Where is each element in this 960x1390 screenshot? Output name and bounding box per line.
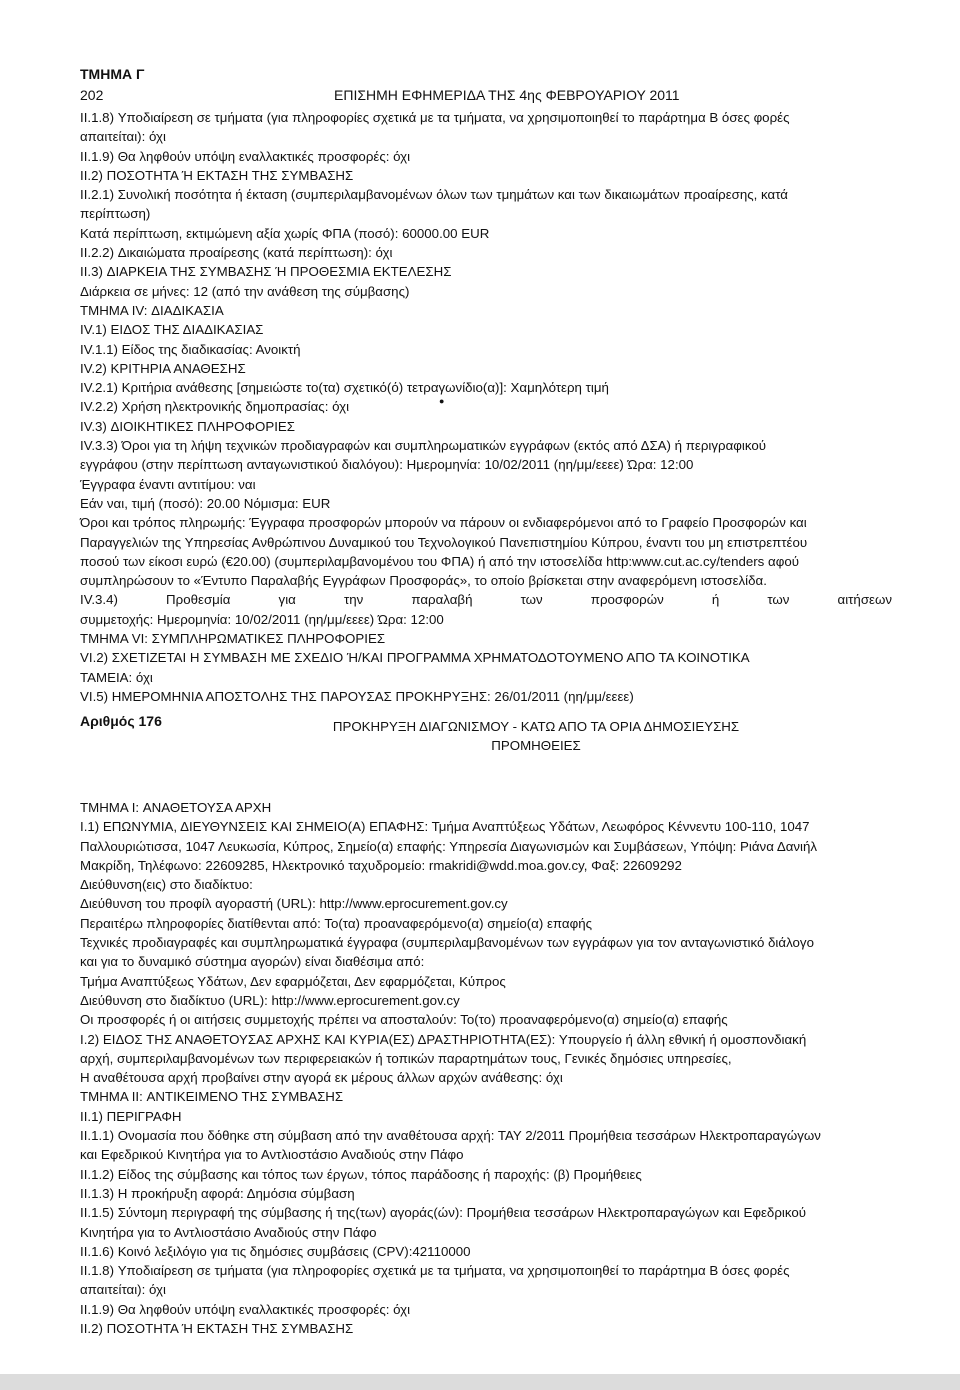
- text-line: ΤΜΗΜΑ II: ΑΝΤΙΚΕΙΜΕΝΟ ΤΗΣ ΣΥΜΒΑΣΗΣ: [80, 1089, 344, 1105]
- notice-title-line: ΠΡΟΚΗΡΥΞΗ ΔΙΑΓΩΝΙΣΜΟΥ - ΚΑΤΩ ΑΠΟ ΤΑ ΟΡΙΑ ΔΗΜΟΣΙΕΥΣΗΣ: [332, 719, 740, 734]
- text-line: εγγράφου (στην περίπτωση ανταγωνιστικού διαλόγου): Ημερομηνία: 10/02/2011 (ηη/μμ/εεεε) Ώρα: 12:00: [80, 457, 694, 473]
- notice-176-body: [80, 798, 892, 1338]
- text-line: II.1.6) Κοινό λεξιλόγιο για τις δημόσιες συμβάσεις (CPV):42110000: [80, 1243, 471, 1259]
- text-line: II.1) ΠΕΡΙΓΡΑΦΗ: [80, 1108, 182, 1124]
- text-line: II.2) ΠΟΣΟΤΗΤΑ Ή ΕΚΤΑΣΗ ΤΗΣ ΣΥΜΒΑΣΗΣ: [80, 1321, 354, 1337]
- text-line: Παλλουριώτισσα, 1047 Λευκωσία, Κύπρος, Σημείο(α) επαφής: Υπηρεσία Διαγωνισμών και Συμβάσεων, Υπόψη: Ριάνα Δανιήλ: [80, 838, 818, 854]
- page-number: 202: [80, 87, 104, 103]
- text-line: ΤΑΜΕΙΑ: όχι: [80, 669, 153, 685]
- text-line: II.1.2) Είδος της σύμβασης και τόπος των έργων, τόπος παράδοσης ή παροχής: (β) Προμήθειες: [80, 1166, 642, 1182]
- text-line: Έγγραφα έναντι αντιτίμου: ναι: [80, 476, 256, 492]
- text-line: II.2) ΠΟΣΟΤΗΤΑ Ή ΕΚΤΑΣΗ ΤΗΣ ΣΥΜΒΑΣΗΣ: [80, 167, 354, 183]
- text-line: ΤΜΗΜΑ VI: ΣΥΜΠΛΗΡΩΜΑΤΙΚΕΣ ΠΛΗΡΟΦΟΡΙΕΣ: [80, 631, 386, 647]
- text-line: II.1.8) Υποδιαίρεση σε τμήματα (για πληροφορίες σχετικά με τα τμήματα, να χρησιμοποιηθεί το παράρτημα Β όσες φορές: [80, 110, 790, 125]
- text-line: IV.1) ΕΙΔΟΣ ΤΗΣ ΔΙΑΔΙΚΑΣΙΑΣ: [80, 322, 264, 338]
- text-line: Διεύθυνση στο διαδίκτυο (URL): http://www.eprocurement.gov.cy: [80, 992, 460, 1008]
- text-line: IV.2.2) Χρήση ηλεκτρονικής δημοπρασίας: όχι: [80, 399, 350, 415]
- text-line: II.2.2) Δικαιώματα προαίρεσης (κατά περίπτωση): όχι: [80, 245, 393, 261]
- text-line: αρχή, συμπεριλαμβανομένων των περιφερειακών ή τοπικών παραρτημάτων τους, Γενικές δημόσιες υπηρεσίες,: [80, 1050, 732, 1066]
- text-line: Η αναθέτουσα αρχή προβαίνει στην αγορά εκ μέρους άλλων αρχών ανάθεσης: όχι: [80, 1070, 563, 1086]
- text-line: II.1.1) Ονομασία που δόθηκε στη σύμβαση από την αναθέτουσα αρχή: ΤΑΥ 2/2011 Προμήθεια τεσσάρων Ηλεκτροπαραγώγων: [80, 1128, 821, 1144]
- scan-speck-icon: ●: [439, 396, 445, 406]
- scan-edge: [0, 1374, 960, 1390]
- text-line: Διάρκεια σε μήνες: 12 (από την ανάθεση της σύμβασης): [80, 283, 410, 299]
- text-line: II.1.8) Υποδιαίρεση σε τμήματα (για πληροφορίες σχετικά με τα τμήματα, να χρησιμοποιηθεί το παράρτημα Β όσες φορές: [80, 1263, 790, 1279]
- text-line: συμμετοχής: Ημερομηνία: 10/02/2011 (ηη/μμ/εεεε) Ώρα: 12:00: [80, 611, 444, 627]
- text-line: Οι προσφορές ή οι αιτήσεις συμμετοχής πρέπει να αποσταλούν: Το(το) προαναφερόμενο(α) σημείο(α) επαφής: [80, 1012, 728, 1028]
- text-line: Κινητήρα για το Αντλιοστάσιο Αναδιούς στην Πάφο: [80, 1224, 377, 1240]
- text-line: Μακρίδη, Τηλέφωνο: 22609285, Ηλεκτρονικό ταχυδρομείο: rmakridi@wdd.moa.gov.cy, Φαξ: 22609292: [80, 857, 682, 873]
- text-line: II.1.5) Σύντομη περιγραφή της σύμβασης ή της(των) αγοράς(ών): Προμήθεια τεσσάρων Ηλεκτροπαραγώγων και Εφεδρικού: [80, 1205, 806, 1221]
- text-line: IV.3) ΔΙΟΙΚΗΤΙΚΕΣ ΠΛΗΡΟΦΟΡΙΕΣ: [80, 418, 296, 434]
- text-line: IV.2) ΚΡΙΤΗΡΙΑ ΑΝΑΘΕΣΗΣ: [80, 360, 246, 376]
- notice-title: [180, 717, 892, 756]
- text-line: και Εφεδρικού Κινητήρα για το Αντλιοστάσιο Αναδιούς στην Πάφο: [80, 1147, 464, 1163]
- text-line: VI.5) ΗΜΕΡΟΜΗΝΙΑ ΑΠΟΣΤΟΛΗΣ ΤΗΣ ΠΑΡΟΥΣΑΣ ΠΡΟΚΗΡΥΞΗΣ: 26/01/2011 (ηη/μμ/εεεε): [80, 688, 634, 704]
- notice-number: Αριθμός 176: [80, 713, 162, 729]
- text-line: IV.1.1) Είδος της διαδικασίας: Ανοικτή: [80, 341, 301, 357]
- text-line: ΤΜΗΜΑ I: ΑΝΑΘΕΤΟΥΣΑ ΑΡΧΗ: [80, 800, 272, 815]
- text-line: II.2.1) Συνολική ποσότητα ή έκταση (συμπεριλαμβανομένων όλων των τμημάτων και των δικαιωμάτων προαίρεσης, κατά: [80, 187, 788, 203]
- text-line: VI.2) ΣΧΕΤΙΖΕΤΑΙ Η ΣΥΜΒΑΣΗ ΜΕ ΣΧΕΔΙΟ Ή/ΚΑΙ ΠΡΟΓΡΑΜΜΑ ΧΡΗΜΑΤΟΔΟΤΟΥΜΕΝΟ ΑΠΟ ΤΑ ΚΟΙΝΟΤΙΚΑ: [80, 650, 750, 666]
- text-line: ΤΜΗΜΑ IV: ΔΙΑΔΙΚΑΣΙΑ: [80, 302, 224, 318]
- text-line: IV.3.4) Προθεσμία για την παραλαβή των προσφορών ή των αιτήσεων: [80, 592, 892, 608]
- text-line: Τεχνικές προδιαγραφές και συμπληρωματικά έγγραφα (συμπεριλαμβανομένων των εγγράφων για τον ανταγωνιστικό διάλογο: [80, 935, 814, 951]
- text-line: I.2) ΕΙΔΟΣ ΤΗΣ ΑΝΑΘΕΤΟΥΣΑΣ ΑΡΧΗΣ ΚΑΙ ΚΥΡΙΑ(ΕΣ) ΔΡΑΣΤΗΡΙΟΤΗΤΑ(ΕΣ): Υπουργείο ή άλλη εθνική ή ομοσπονδιακή: [80, 1031, 807, 1047]
- notice-title-line: ΠΡΟΜΗΘΕΙΕΣ: [491, 738, 581, 754]
- text-line: Κατά περίπτωση, εκτιμώμενη αξία χωρίς ΦΠΑ (ποσό): 60000.00 EUR: [80, 225, 490, 241]
- section-label: ΤΜΗΜΑ Γ: [80, 66, 145, 82]
- text-line: Περαιτέρω πληροφορίες διατίθενται από: Το(τα) προαναφερόμενο(α) σημείο(α) επαφής: [80, 915, 593, 931]
- text-line: II.1.3) Η προκήρυξη αφορά: Δημόσια σύμβαση: [80, 1185, 355, 1201]
- text-line: απαιτείται): όχι: [80, 129, 166, 145]
- text-line: περίπτωση): [80, 206, 151, 222]
- text-line: Διεύθυνση του προφίλ αγοραστή (URL): http://www.eprocurement.gov.cy: [80, 896, 508, 912]
- text-line: απαιτείται): όχι: [80, 1282, 166, 1298]
- text-line: II.1.9) Θα ληφθούν υπόψη εναλλακτικές προσφορές: όχι: [80, 1301, 411, 1317]
- text-line: και για το δυναμικό σύστημα αγορών) είναι διαθέσιμα από:: [80, 954, 425, 970]
- text-line: Όροι και τρόπος πληρωμής: Έγγραφα προσφορών μπορούν να πάρουν οι ενδιαφερόμενοι από το Γραφείο Προσφορών και: [80, 515, 807, 531]
- text-line: Εάν ναι, τιμή (ποσό): 20.00 Νόμισμα: EUR: [80, 495, 331, 511]
- text-line: II.1.9) Θα ληφθούν υπόψη εναλλακτικές προσφορές: όχι: [80, 148, 411, 164]
- text-line: IV.3.3) Όροι για τη λήψη τεχνικών προδιαγραφών και συμπληρωματικών εγγράφων (εκτός από ΔΣΑ) ή περιγραφικού: [80, 438, 766, 454]
- gazette-title: ΕΠΙΣΗΜΗ ΕΦΗΜΕΡΙΔΑ ΤΗΣ 4ης ΦΕΒΡΟΥΑΡΙΟΥ 2011: [334, 87, 680, 103]
- text-line: IV.2.1) Κριτήρια ανάθεσης [σημειώστε το(τα) σχετικό(ό) τετραγωνίδιο(α)]: Χαμηλότερη τιμή: [80, 380, 609, 396]
- text-line: I.1) ΕΠΩΝΥΜΙΑ, ΔΙΕΥΘΥΝΣΕΙΣ ΚΑΙ ΣΗΜΕΙΟ(Α) ΕΠΑΦΗΣ: Τμήμα Αναπτύξεως Υδάτων, Λεωφόρος Κέννεντυ 100-110, 1047: [80, 819, 810, 835]
- text-line: Τμήμα Αναπτύξεως Υδάτων, Δεν εφαρμόζεται, Δεν εφαρμόζεται, Κύπρος: [80, 973, 506, 989]
- text-line: Διεύθυνση(εις) στο διαδίκτυο:: [80, 877, 253, 893]
- text-line: II.3) ΔΙΑΡΚΕΙΑ ΤΗΣ ΣΥΜΒΑΣΗΣ Ή ΠΡΟΘΕΣΜΙΑ ΕΚΤΕΛΕΣΗΣ: [80, 264, 452, 280]
- text-line: ποσού των είκοσι ευρώ (€20.00) (συμπεριλαμβανομένου του ΦΠΑ) ή από την ιστοσελίδα http:www.cut.ac.cy/tenders αφού: [80, 553, 799, 569]
- text-line: Παραγγελιών της Υπηρεσίας Ανθρώπινου Δυναμικού του Τεχνολογικού Πανεπιστημίου Κύπρου, έναντι του μη επιστρεπτέου: [80, 534, 808, 550]
- text-line: συμπληρώσουν το «Έντυπο Παραλαβής Εγγράφων Προσφοράς», το οποίο βρίσκεται στην αναφερόμενη ιστοσελίδα.: [80, 573, 767, 589]
- notice-continuation: [80, 108, 892, 706]
